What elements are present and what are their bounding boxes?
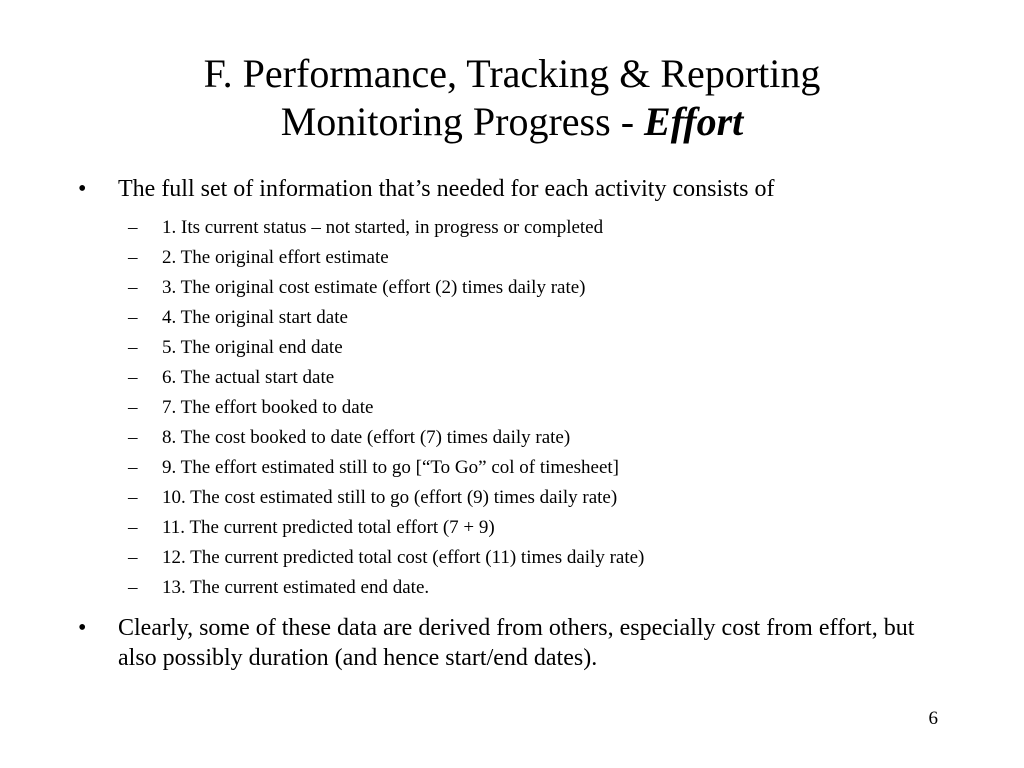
page-number: 6 xyxy=(928,708,938,729)
sub-bullet-text: 10. The cost estimated still to go (effort (9) times daily rate) xyxy=(162,487,618,508)
sub-bullet-text: 9. The effort estimated still to go [“To Go” col of timesheet] xyxy=(162,457,620,478)
slide-body xyxy=(78,174,958,673)
title-emphasis: Effort xyxy=(644,99,744,144)
sub-bullet-item xyxy=(78,243,958,273)
sub-bullet-item xyxy=(78,453,958,483)
sub-bullet-item xyxy=(78,363,958,393)
sub-bullet-text: 3. The original cost estimate (effort (2) times daily rate) xyxy=(162,277,586,298)
sub-bullet-text: 12. The current predicted total cost (effort (11) times daily rate) xyxy=(162,547,645,568)
slide-title xyxy=(0,50,1024,146)
sub-bullet-item xyxy=(78,333,958,363)
sub-bullet-list xyxy=(78,213,958,603)
sub-bullet-text: 2. The original effort estimate xyxy=(162,247,389,268)
dash-mark: – xyxy=(128,397,138,418)
title-line-2-prefix: Monitoring Progress - xyxy=(280,99,645,144)
sub-bullet-text: 1. Its current status – not started, in progress or completed xyxy=(162,217,604,238)
sub-bullet-item xyxy=(78,423,958,453)
sub-bullet-item xyxy=(78,273,958,303)
sub-bullet-item xyxy=(78,213,958,243)
dash-mark: – xyxy=(128,577,138,598)
dash-mark: – xyxy=(128,217,138,238)
sub-bullet-item xyxy=(78,483,958,513)
sub-bullet-item xyxy=(78,513,958,543)
dash-mark: – xyxy=(128,247,138,268)
sub-bullet-item xyxy=(78,393,958,423)
sub-bullet-text: 8. The cost booked to date (effort (7) times daily rate) xyxy=(162,427,571,448)
sub-bullet-item xyxy=(78,543,958,573)
sub-bullet-item xyxy=(78,303,958,333)
bullet-item xyxy=(78,613,958,673)
dash-mark: – xyxy=(128,307,138,328)
sub-bullet-text: 7. The effort booked to date xyxy=(162,397,374,418)
dash-mark: – xyxy=(128,517,138,538)
dash-mark: – xyxy=(128,367,138,388)
bullet-text: The full set of information that’s needed for each activity consists of xyxy=(118,176,775,202)
dash-mark: – xyxy=(128,277,138,298)
dash-mark: – xyxy=(128,487,138,508)
bullet-item xyxy=(78,174,958,204)
sub-bullet-item xyxy=(78,573,958,603)
dash-mark: – xyxy=(128,427,138,448)
bullet-mark: • xyxy=(78,176,87,202)
sub-bullet-text: 6. The actual start date xyxy=(162,367,335,388)
title-line-1: F. Performance, Tracking & Reporting xyxy=(203,51,821,96)
sub-bullet-text: 11. The current predicted total effort (7 + 9) xyxy=(162,517,495,538)
title-line-2 xyxy=(0,98,1024,146)
dash-mark: – xyxy=(128,457,138,478)
sub-bullet-text: 13. The current estimated end date. xyxy=(162,577,430,598)
dash-mark: – xyxy=(128,547,138,568)
sub-bullet-text: 4. The original start date xyxy=(162,307,348,328)
sub-bullet-text: 5. The original end date xyxy=(162,337,343,358)
bullet-mark: • xyxy=(78,615,87,641)
bullet-text: Clearly, some of these data are derived from others, especially cost from effort, but also possibly duration (and hence start/end dates). xyxy=(118,615,915,671)
dash-mark: – xyxy=(128,337,138,358)
